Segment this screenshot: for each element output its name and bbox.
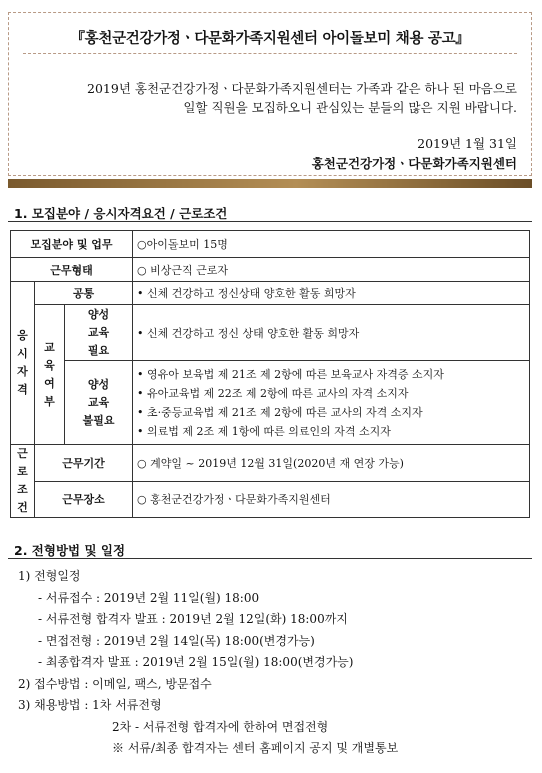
list-item: • 영유아 보육법 제 21조 제 2항에 따른 보육교사 자격증 소지자 <box>137 367 444 381</box>
training-not-needed-label: 양성 교육 불필요 <box>65 361 133 445</box>
notice-box <box>8 12 532 176</box>
notice-title-divider <box>23 53 517 54</box>
table-row <box>11 231 530 258</box>
list-item: - 최종합격자 발표 : 2019년 2월 15일(월) 18:00(변경가능) <box>38 655 354 669</box>
list-item: • 의료법 제 2조 제 1항에 따른 의료인의 자격 소지자 <box>137 424 391 438</box>
period-label: 근무기간 <box>35 445 133 482</box>
section1-divider <box>8 221 532 222</box>
notice-title: 『홍천군건강가정ㆍ다문화가족지원센터 아이돌보미 채용 공고』 <box>70 31 470 47</box>
recruitment-table <box>10 230 530 518</box>
type-value: ○ 비상근직 근로자 <box>133 258 530 282</box>
training-not-needed-values <box>133 361 530 445</box>
notice-body <box>23 79 517 117</box>
section2-title: 2. 전형방법 및 일정 <box>14 543 126 558</box>
education-label: 교육 여부 <box>35 305 65 445</box>
list-item: • 유아교육법 제 22조 제 2항에 따른 교사의 자격 소지자 <box>137 386 409 400</box>
field-value: ○아이돌보미 15명 <box>133 231 530 258</box>
common-label: 공통 <box>35 282 133 305</box>
period-value: ○ 계약일 ~ 2019년 12월 31일(2020년 재 연장 가능) <box>133 445 530 482</box>
common-value: • 신체 건강하고 정신상태 양호한 활동 희망자 <box>133 282 530 305</box>
list-item: - 서류전형 합격자 발표 : 2019년 2월 12일(화) 18:00까지 <box>38 612 348 626</box>
table-row <box>11 282 530 305</box>
decorative-bar <box>8 179 532 188</box>
table-row <box>11 361 530 445</box>
table-row <box>11 258 530 282</box>
table-row <box>11 445 530 482</box>
qualification-label: 응 시 자 격 <box>11 282 35 445</box>
field-label: 모집분야 및 업무 <box>11 231 133 258</box>
notice-org: 홍천군건강가정ㆍ다문화가족지원센터 <box>311 156 517 171</box>
list-item: 2차 - 서류전형 합격자에 한하여 면접전형 <box>112 719 329 734</box>
list-item: • 초·중등교육법 제 21조 제 2항에 따른 교사의 자격 소지자 <box>137 405 423 419</box>
list-item: - 서류접수 : 2019년 2월 11일(월) 18:00 <box>38 590 260 605</box>
list-item: - 면접전형 : 2019년 2월 14일(목) 18:00(변경가능) <box>38 633 315 648</box>
table-row <box>11 305 530 361</box>
place-value: ○ 홍천군건강가정ㆍ다문화가족지원센터 <box>133 481 530 518</box>
list-item: ※ 서류/최종 합격자는 센터 홈페이지 공지 및 개별통보 <box>112 741 399 755</box>
place-label: 근무장소 <box>35 481 133 518</box>
list-item: 1) 전형일정 <box>18 569 81 583</box>
notice-body-line: 2019년 홍천군건강가정ㆍ다문화가족지원센터는 가족과 같은 하나 된 마음으로 <box>87 81 517 96</box>
schedule-list <box>18 566 528 760</box>
type-label: 근무형태 <box>11 258 133 282</box>
list-item: 2) 접수방법 : 이메일, 팩스, 방문접수 <box>18 676 212 691</box>
notice-date: 2019년 1월 31일 <box>417 136 517 151</box>
section1-title: 1. 모집분야 / 응시자격요건 / 근로조건 <box>14 206 228 221</box>
training-needed-value: • 신체 건강하고 정신 상태 양호한 활동 희망자 <box>133 305 530 361</box>
conditions-label: 근로 조건 <box>11 445 35 518</box>
training-needed-label: 양성 교육 필요 <box>65 305 133 361</box>
table-row <box>11 481 530 518</box>
section2-divider <box>8 558 532 559</box>
list-item: 3) 채용방법 : 1차 서류전형 <box>18 698 162 712</box>
notice-body-line: 일할 직원을 모집하오니 관심있는 분들의 많은 지원 바랍니다. <box>183 100 517 115</box>
